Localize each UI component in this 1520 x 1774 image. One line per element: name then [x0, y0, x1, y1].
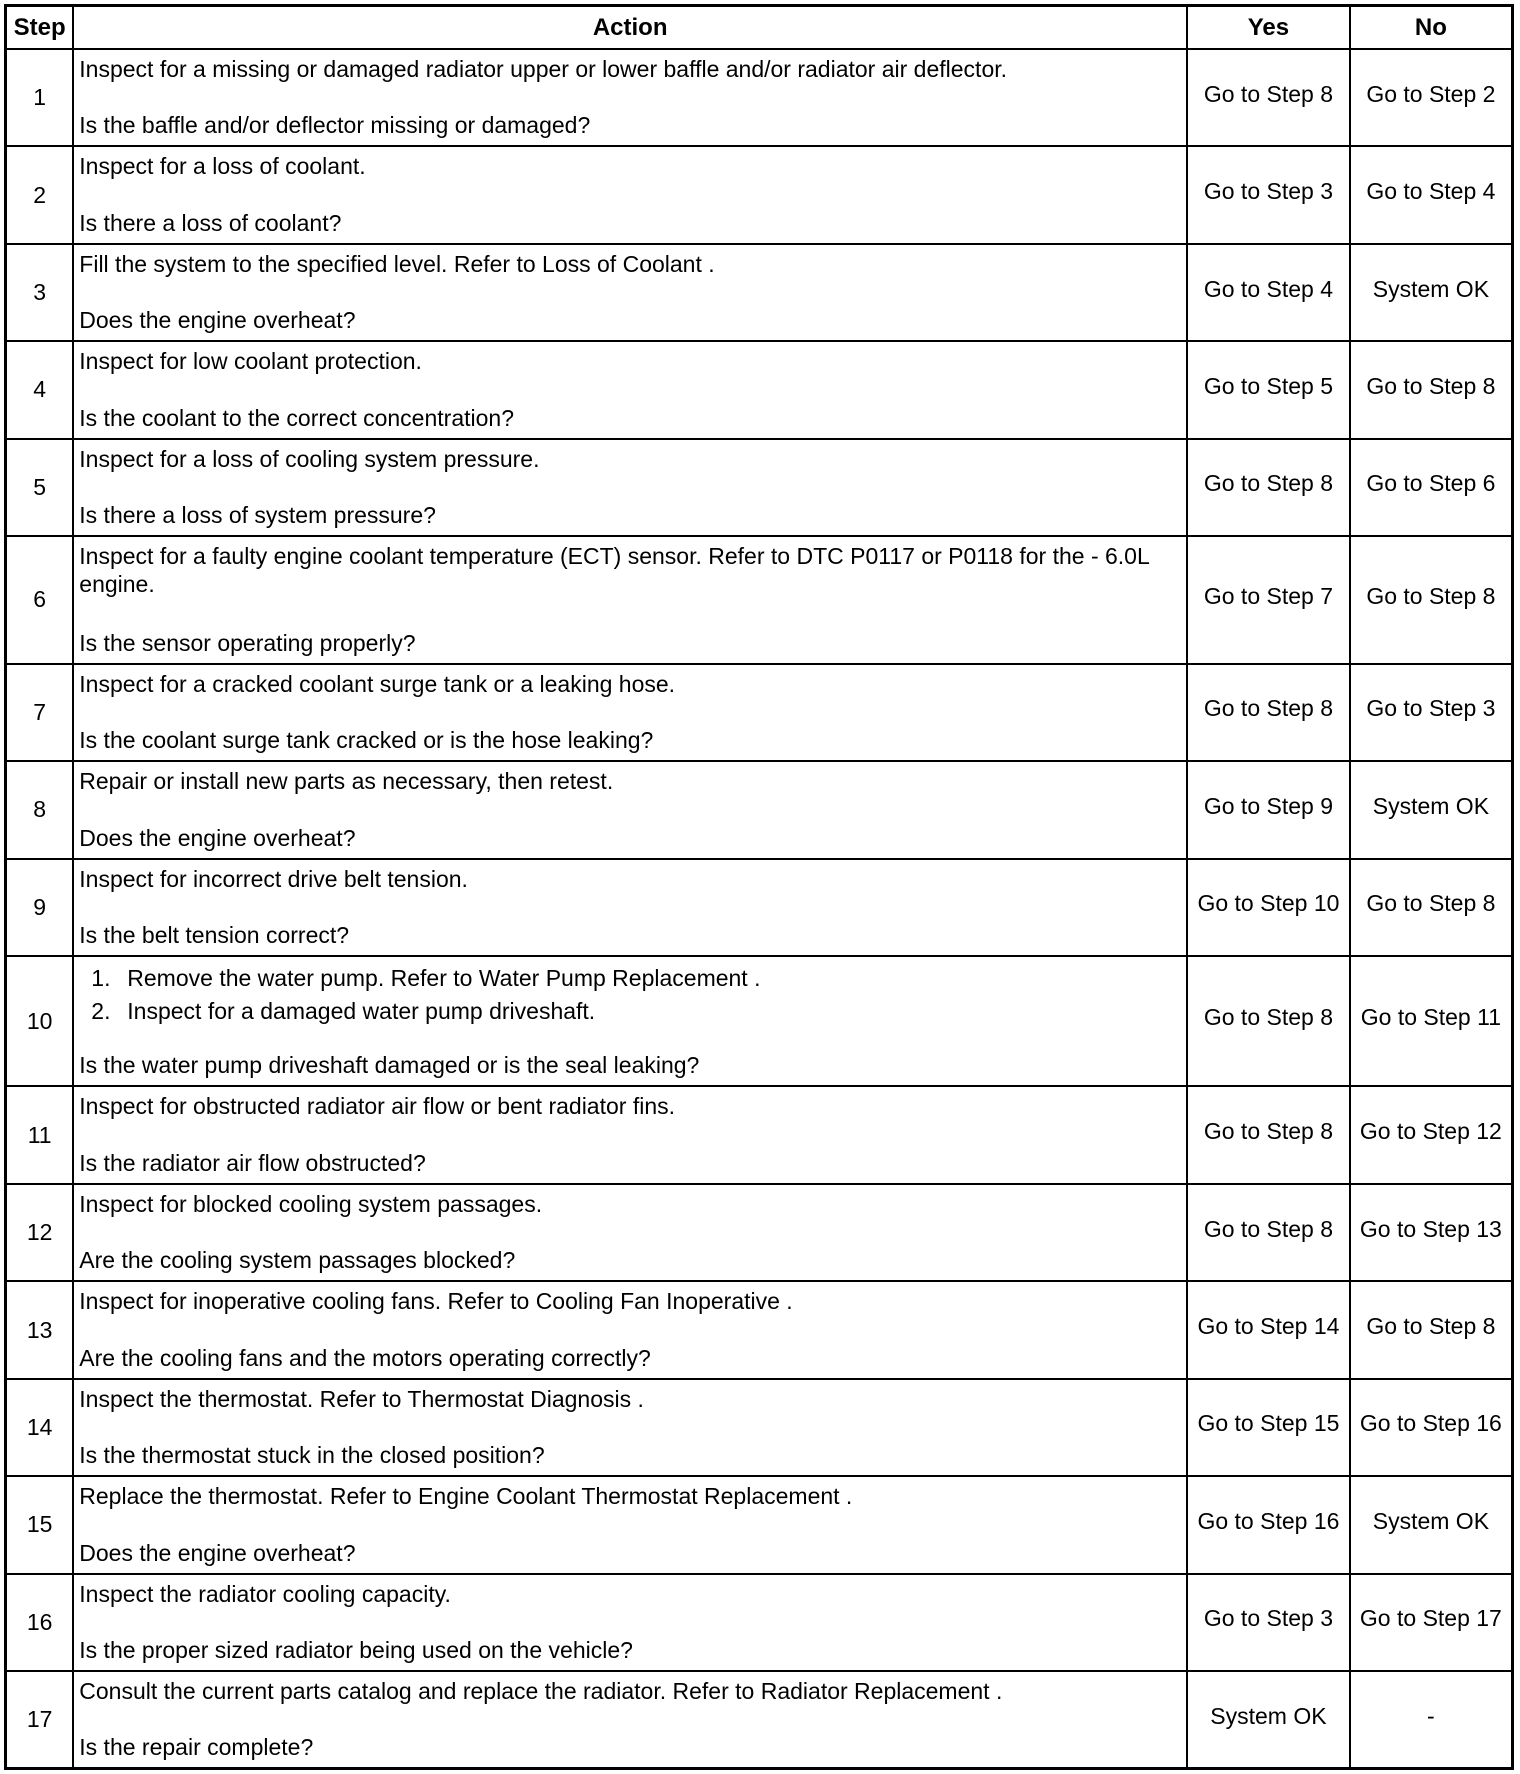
action-question: Is the repair complete?	[79, 1734, 314, 1760]
action-cell	[73, 146, 1187, 243]
no-result	[1350, 1184, 1513, 1281]
yes-result-text: Go to Step 8	[1203, 1118, 1333, 1145]
action-cell	[73, 956, 1187, 1087]
no-result-text: System OK	[1372, 792, 1490, 819]
no-result-text: Go to Step 8	[1366, 372, 1496, 399]
step-number: 17	[6, 1671, 74, 1768]
yes-result-text: Go to Step 10	[1197, 890, 1340, 917]
action-cell	[73, 1379, 1187, 1476]
action-question: Is the proper sized radiator being used on the vehicle?	[79, 1637, 633, 1664]
yes-result	[1187, 1281, 1350, 1378]
yes-result	[1187, 761, 1350, 858]
table-row	[6, 146, 1513, 243]
table-row	[6, 1379, 1513, 1476]
header-yes: Yes	[1187, 6, 1350, 50]
yes-result-text: Go to Step 5	[1203, 372, 1333, 399]
action-question: Are the cooling system passages blocked?	[79, 1247, 516, 1274]
action-question: Is the coolant to the correct concentration?	[79, 404, 514, 431]
action-list-text: Remove the water pump. Refer to Water Pump Replacement .	[127, 964, 761, 991]
yes-result	[1187, 859, 1350, 956]
action-question: Is the coolant surge tank cracked or is the hose leaking?	[79, 727, 654, 754]
no-result	[1350, 439, 1513, 536]
action-cell	[73, 859, 1187, 956]
no-result-text: -	[1427, 1702, 1435, 1729]
no-result	[1350, 1476, 1513, 1573]
action-instruction: Inspect for a faulty engine coolant temperature (ECT) sensor. Refer to DTC P0117 or P0118 for the - 6.0L engine.	[79, 543, 1149, 598]
yes-result-text: Go to Step 8	[1203, 1215, 1333, 1242]
action-cell	[73, 664, 1187, 761]
header-no: No	[1350, 6, 1513, 50]
yes-result-text: Go to Step 4	[1203, 275, 1333, 302]
action-cell	[73, 244, 1187, 341]
table-row	[6, 1184, 1513, 1281]
yes-result	[1187, 664, 1350, 761]
no-result	[1350, 1574, 1513, 1671]
no-result-text: Go to Step 4	[1366, 178, 1496, 205]
no-result	[1350, 1281, 1513, 1378]
no-result-text: Go to Step 3	[1366, 695, 1496, 722]
no-result	[1350, 664, 1513, 761]
table-row	[6, 341, 1513, 438]
action-instruction: Inspect the thermostat. Refer to Thermostat Diagnosis .	[79, 1385, 644, 1412]
action-question: Is there a loss of coolant?	[79, 209, 342, 236]
no-result-text: Go to Step 8	[1366, 582, 1496, 609]
yes-result	[1187, 1671, 1350, 1768]
yes-result-text: Go to Step 9	[1203, 792, 1333, 819]
action-question: Does the engine overheat?	[79, 1539, 356, 1566]
no-result	[1350, 244, 1513, 341]
action-cell	[73, 761, 1187, 858]
action-question: Is the belt tension correct?	[79, 921, 350, 948]
yes-result-text: Go to Step 8	[1203, 80, 1333, 107]
step-number: 16	[6, 1574, 74, 1671]
action-instruction: Repair or install new parts as necessary, then retest.	[79, 768, 614, 795]
action-cell	[73, 1671, 1187, 1768]
step-number: 4	[6, 341, 74, 438]
action-cell	[73, 1086, 1187, 1183]
table-row	[6, 859, 1513, 956]
yes-result	[1187, 439, 1350, 536]
no-result-text: Go to Step 11	[1360, 1004, 1501, 1031]
step-number: 6	[6, 536, 74, 664]
step-number: 8	[6, 761, 74, 858]
yes-result-text: Go to Step 8	[1203, 1004, 1333, 1031]
action-instruction: Replace the thermostat. Refer to Engine Coolant Thermostat Replacement .	[79, 1483, 853, 1510]
action-instruction: Fill the system to the specified level. Refer to Loss of Coolant .	[79, 250, 715, 277]
table-row	[6, 1086, 1513, 1183]
no-result	[1350, 341, 1513, 438]
no-result-text: Go to Step 6	[1366, 470, 1496, 497]
yes-result	[1187, 1574, 1350, 1671]
step-number: 2	[6, 146, 74, 243]
step-number: 1	[6, 49, 74, 146]
no-result	[1350, 1671, 1513, 1768]
action-instruction: Inspect for a loss of cooling system pressure.	[79, 445, 540, 472]
yes-result-text: Go to Step 3	[1203, 1605, 1333, 1632]
action-cell	[73, 49, 1187, 146]
table-row	[6, 1281, 1513, 1378]
step-number: 15	[6, 1476, 74, 1573]
action-cell	[73, 1476, 1187, 1573]
action-cell	[73, 1281, 1187, 1378]
yes-result	[1187, 1086, 1350, 1183]
action-instruction: Inspect for blocked cooling system passages.	[79, 1190, 543, 1217]
action-question: Does the engine overheat?	[79, 824, 356, 851]
yes-result	[1187, 956, 1350, 1087]
yes-result-text: Go to Step 7	[1203, 582, 1333, 609]
no-result	[1350, 859, 1513, 956]
step-number: 12	[6, 1184, 74, 1281]
action-instruction: Inspect for obstructed radiator air flow or bent radiator fins.	[79, 1093, 676, 1120]
no-result	[1350, 956, 1513, 1087]
action-cell	[73, 439, 1187, 536]
no-result-text: System OK	[1372, 1507, 1490, 1534]
no-result-text: Go to Step 2	[1366, 80, 1496, 107]
yes-result	[1187, 1379, 1350, 1476]
table-row	[6, 761, 1513, 858]
action-cell	[73, 536, 1187, 664]
no-result	[1350, 536, 1513, 664]
step-number: 3	[6, 244, 74, 341]
action-question: Is the radiator air flow obstructed?	[79, 1149, 426, 1176]
action-steps-list	[79, 962, 1178, 1028]
yes-result	[1187, 341, 1350, 438]
action-instruction: Consult the current parts catalog and replace the radiator. Refer to Radiator Replacement .	[79, 1678, 1003, 1705]
yes-result-text: Go to Step 8	[1203, 470, 1333, 497]
no-result	[1350, 49, 1513, 146]
action-list-item	[79, 995, 1178, 1028]
action-cell	[73, 341, 1187, 438]
no-result	[1350, 1086, 1513, 1183]
action-question: Is the water pump driveshaft damaged or is the seal leaking?	[79, 1052, 700, 1079]
action-question: Is the baffle and/or deflector missing or damaged?	[79, 112, 591, 139]
yes-result	[1187, 1476, 1350, 1573]
table-row	[6, 1574, 1513, 1671]
action-instruction: Inspect for low coolant protection.	[79, 348, 422, 375]
action-list-item	[79, 962, 1178, 995]
step-number: 5	[6, 439, 74, 536]
action-instruction: Inspect for incorrect drive belt tension.	[79, 865, 468, 892]
yes-result-text: Go to Step 8	[1203, 695, 1333, 722]
action-question: Is there a loss of system pressure?	[79, 502, 436, 529]
table-row	[6, 536, 1513, 664]
action-question: Is the sensor operating properly?	[79, 629, 416, 656]
header-step: Step	[6, 6, 74, 50]
no-result	[1350, 146, 1513, 243]
table-row	[6, 956, 1513, 1087]
action-list-number: 2.	[91, 997, 111, 1024]
yes-result	[1187, 244, 1350, 341]
table-row	[6, 244, 1513, 341]
diagnostic-table	[4, 4, 1514, 1770]
step-number: 10	[6, 956, 74, 1087]
yes-result-text: System OK	[1210, 1702, 1327, 1729]
step-number: 7	[6, 664, 74, 761]
no-result-text: Go to Step 17	[1359, 1605, 1502, 1632]
yes-result-text: Go to Step 15	[1197, 1410, 1340, 1437]
table-body	[6, 49, 1513, 1769]
no-result	[1350, 761, 1513, 858]
action-question: Are the cooling fans and the motors operating correctly?	[79, 1344, 651, 1371]
action-instruction: Inspect for a missing or damaged radiator upper or lower baffle and/or radiator air deflector.	[79, 56, 1008, 82]
action-instruction: Inspect the radiator cooling capacity.	[79, 1580, 451, 1607]
yes-result	[1187, 146, 1350, 243]
table-row	[6, 1476, 1513, 1573]
yes-result	[1187, 49, 1350, 146]
header-action: Action	[73, 6, 1187, 50]
action-list-number: 1.	[91, 964, 111, 991]
action-list-text: Inspect for a damaged water pump driveshaft.	[127, 997, 596, 1024]
no-result-text: Go to Step 8	[1366, 890, 1496, 917]
action-instruction: Inspect for inoperative cooling fans. Refer to Cooling Fan Inoperative .	[79, 1288, 793, 1315]
step-number: 14	[6, 1379, 74, 1476]
no-result-text: Go to Step 13	[1359, 1215, 1502, 1242]
action-instruction: Inspect for a loss of coolant.	[79, 153, 366, 180]
no-result-text: System OK	[1372, 275, 1490, 302]
yes-result	[1187, 536, 1350, 664]
action-cell	[73, 1184, 1187, 1281]
action-question: Is the thermostat stuck in the closed position?	[79, 1442, 545, 1469]
no-result-text: Go to Step 12	[1359, 1118, 1502, 1145]
yes-result-text: Go to Step 16	[1197, 1507, 1340, 1534]
action-instruction: Inspect for a cracked coolant surge tank or a leaking hose.	[79, 670, 676, 697]
header-row	[6, 6, 1513, 50]
action-cell	[73, 1574, 1187, 1671]
yes-result	[1187, 1184, 1350, 1281]
no-result	[1350, 1379, 1513, 1476]
table-row	[6, 664, 1513, 761]
action-question: Does the engine overheat?	[79, 307, 356, 334]
yes-result-text: Go to Step 14	[1197, 1313, 1340, 1340]
yes-result-text: Go to Step 3	[1203, 178, 1333, 205]
no-result-text: Go to Step 16	[1359, 1410, 1502, 1437]
table-row	[6, 1671, 1513, 1768]
step-number: 11	[6, 1086, 74, 1183]
step-number: 13	[6, 1281, 74, 1378]
no-result-text: Go to Step 8	[1366, 1313, 1496, 1340]
step-number: 9	[6, 859, 74, 956]
table-row	[6, 49, 1513, 146]
table-row	[6, 439, 1513, 536]
